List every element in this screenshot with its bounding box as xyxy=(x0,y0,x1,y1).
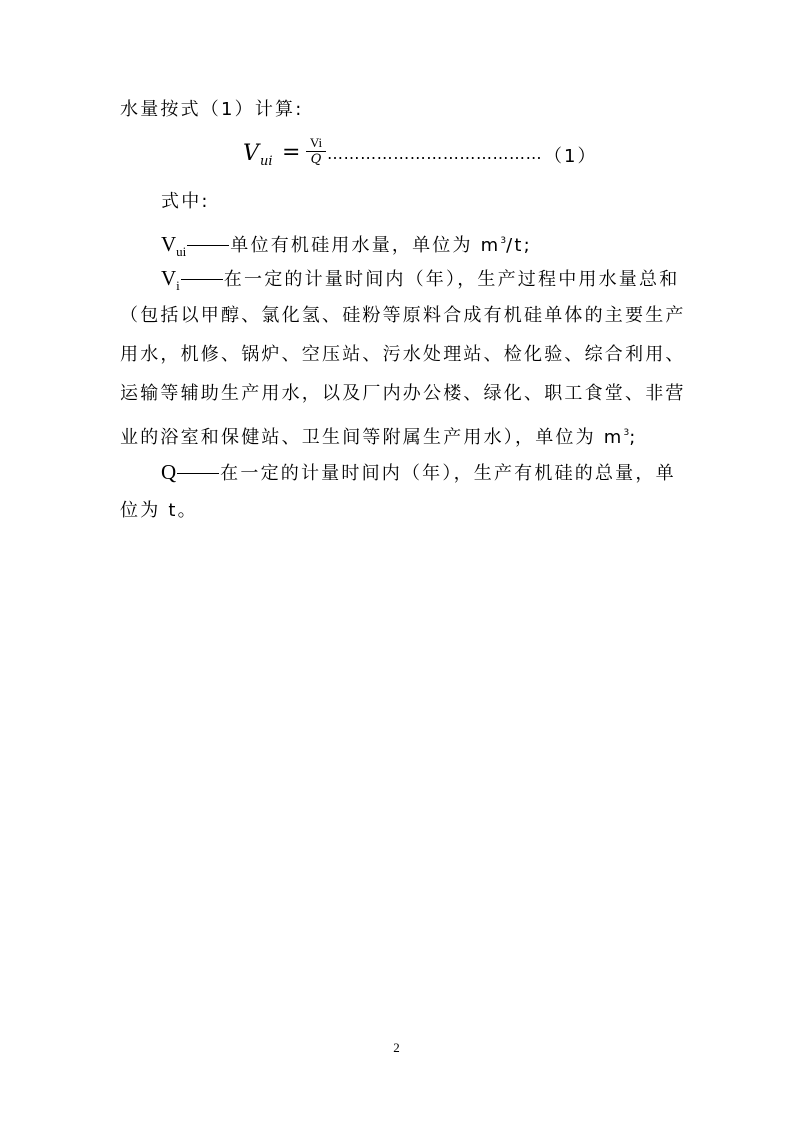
definition-vi xyxy=(161,266,679,298)
definition-vui-tail: /t; xyxy=(506,235,532,256)
formula-leader-dots: ………………………………… xyxy=(327,144,543,163)
definition-q xyxy=(161,460,676,486)
definition-vui xyxy=(161,229,532,264)
definition-vui-text: 单位有机硅用水量，单位为 m xyxy=(230,235,501,256)
definition-vi-line5-wrap xyxy=(120,421,637,450)
formula-lhs-symbol: V xyxy=(243,141,259,166)
definition-q-line1: 在一定的计量时间内（年），生产有机硅的总量，单 xyxy=(220,463,676,484)
intro-text: 水量按式（1）计算: xyxy=(120,99,304,120)
formula-numerator: Vi xyxy=(309,135,323,150)
definition-vui-subscript: ui xyxy=(176,244,187,259)
definition-vi-line2: （包括以甲醇、氯化氢、硅粉等原料合成有机硅单体的主要生产 xyxy=(120,305,686,326)
formula-fraction xyxy=(306,135,326,167)
definition-vui-sup: 3 xyxy=(500,236,507,246)
em-dash xyxy=(177,473,219,474)
definition-q-symbol: Q xyxy=(161,460,177,484)
formula-denominator: Q xyxy=(310,152,322,167)
definition-q-line2: 位为 t。 xyxy=(120,500,198,521)
definition-vi-line5: 业的浴室和保健站、卫生间等附属生产用水），单位为 m xyxy=(120,427,624,448)
page-number: 2 xyxy=(393,1040,400,1055)
em-dash xyxy=(181,279,223,280)
formula-equation-number: （1） xyxy=(544,146,598,167)
definition-vi-line3: 用水，机修、锅炉、空压站、污水处理站、检化验、综合利用、 xyxy=(120,344,686,365)
definition-vui-symbol: V xyxy=(161,232,177,256)
definition-vi-line1: 在一定的计量时间内（年），生产过程中用水量总和 xyxy=(223,269,680,290)
definition-vi-symbol: V xyxy=(161,266,177,290)
formula-equals: = xyxy=(282,140,301,165)
where-label: 式中: xyxy=(161,191,210,212)
formula-lhs-subscript: ui xyxy=(260,154,273,169)
definition-vi-line4: 运输等辅助生产用水，以及厂内办公楼、绿化、职工食堂、非营 xyxy=(120,383,686,404)
em-dash xyxy=(187,245,229,246)
definition-vi-subscript: i xyxy=(176,278,180,293)
definition-vi-tail: ; xyxy=(629,427,638,448)
definition-vi-sup: 3 xyxy=(623,428,630,438)
